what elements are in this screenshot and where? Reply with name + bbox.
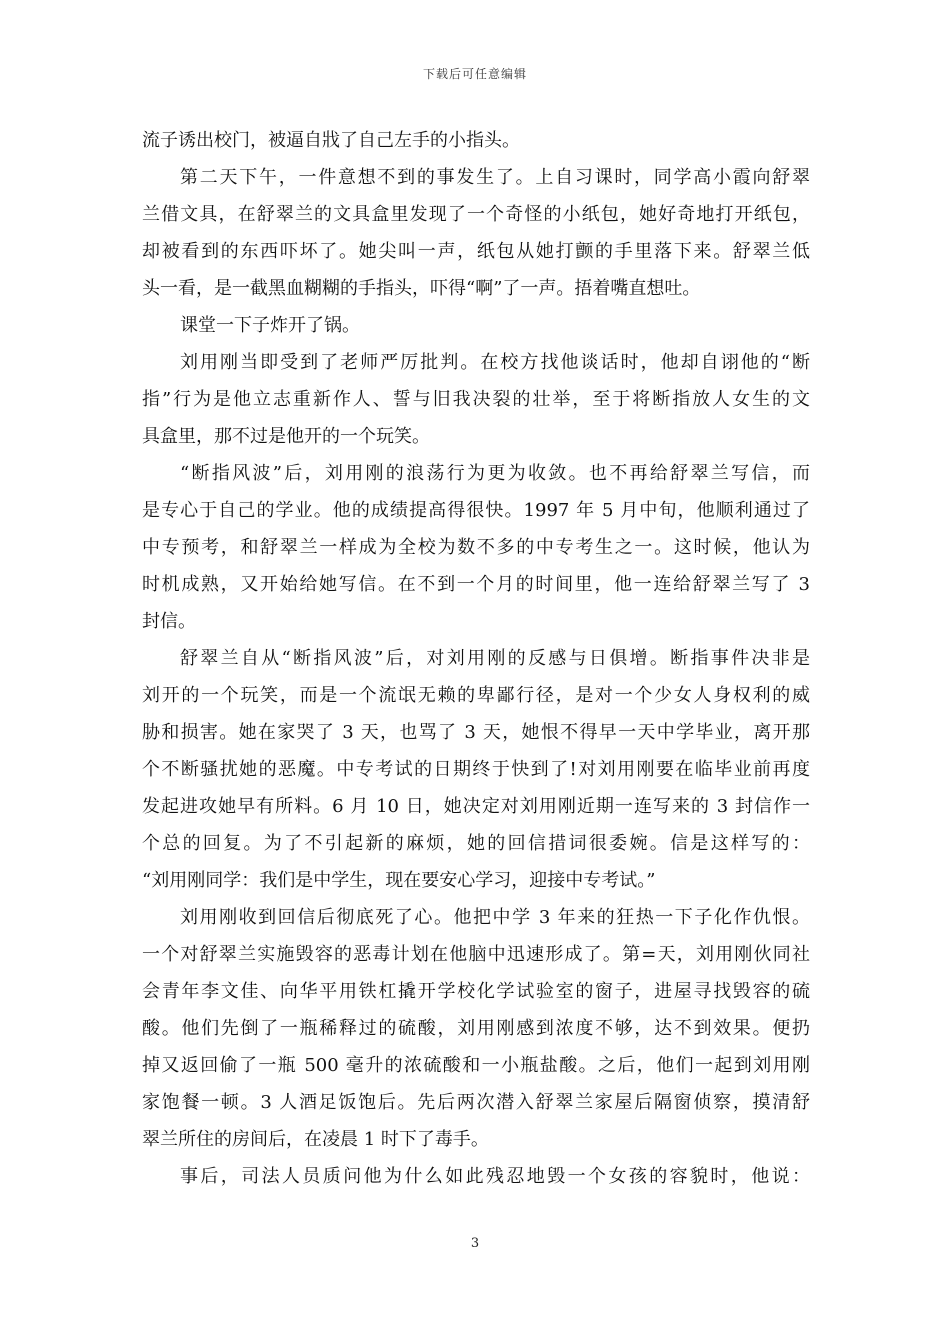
text-line: 事后，司法人员质问他为什么如此残忍地毁一个女孩的容貌时，他说： — [180, 1166, 810, 1187]
text-line: 流子诱出校门，被逼自戕了自己左手的小指头。 — [142, 130, 520, 151]
text-line: 第二天下午，一件意想不到的事发生了。上自习课时，同学高小霞向舒翠 — [180, 167, 810, 188]
document-body — [142, 122, 810, 1195]
text-line: 家饱餐一顿。3 人酒足饭饱后。先后两次潜入舒翠兰家屋后隔窗侦察，摸清舒 — [142, 1092, 810, 1113]
text-line: 会青年李文佳、向华平用铁杠撬开学校化学试验室的窗子，进屋寻找毁容的硫 — [142, 981, 810, 1002]
text-line: 中专预考，和舒翠兰一样成为全校为数不多的中专考生之一。这时候，他认为 — [142, 537, 810, 558]
text-line: 个总的回复。为了不引起新的麻烦，她的回信措词很委婉。信是这样写的： — [142, 833, 810, 854]
text-line: 兰借文具，在舒翠兰的文具盒里发现了一个奇怪的小纸包，她好奇地打开纸包， — [142, 204, 810, 225]
text-line: 发起进攻她早有所料。6 月 10 日，她决定对刘用刚近期一连写来的 3 封信作一 — [142, 796, 810, 817]
text-line: 个不断骚扰她的恶魔。中专考试的日期终于快到了!对刘用刚要在临毕业前再度 — [142, 759, 810, 780]
text-line: 却被看到的东西吓坏了。她尖叫一声，纸包从她打颤的手里落下来。舒翠兰低 — [142, 241, 810, 262]
text-line: 头一看，是一截黑血糊糊的手指头，吓得“啊”了一声。捂着嘴直想吐。 — [142, 278, 701, 299]
text-line: 胁和损害。她在家哭了 3 天，也骂了 3 天，她恨不得早一天中学毕业，离开那 — [142, 722, 810, 743]
text-line: 刘用刚当即受到了老师严厉批判。在校方找他谈话时，他却自诩他的“断 — [180, 352, 810, 373]
text-line: 掉又返回偷了一瓶 500 毫升的浓硫酸和一小瓶盐酸。之后，他们一起到刘用刚 — [142, 1055, 810, 1076]
text-line: 酸。他们先倒了一瓶稀释过的硫酸，刘用刚感到浓度不够，达不到效果。便扔 — [142, 1018, 810, 1039]
text-line: 时机成熟，又开始给她写信。在不到一个月的时间里，他一连给舒翠兰写了 3 — [142, 574, 810, 595]
page-number: 3 — [470, 1236, 480, 1251]
page-header: 下载后可任意编辑 — [422, 67, 527, 81]
text-line: 一个对舒翠兰实施毁容的恶毒计划在他脑中迅速形成了。第=天，刘用刚伙同社 — [142, 944, 810, 965]
text-line: 封信。 — [142, 611, 196, 632]
text-line: 翠兰所住的房间后，在凌晨 1 时下了毒手。 — [142, 1129, 489, 1150]
text-line: 舒翠兰自从“断指风波”后，对刘用刚的反感与日俱增。断指事件决非是 — [180, 648, 810, 669]
text-line: 课堂一下子炸开了锅。 — [180, 315, 360, 336]
text-line: “刘用刚同学：我们是中学生，现在要安心学习，迎接中专考试。” — [142, 870, 656, 891]
text-line: 具盒里，那不过是他开的一个玩笑。 — [142, 426, 430, 447]
text-line: 指”行为是他立志重新作人、誓与旧我决裂的壮举，至于将断指放人女生的文 — [142, 389, 810, 410]
text-line: 是专心于自己的学业。他的成绩提高得很快。1997 年 5 月中旬，他顺利通过了 — [142, 500, 810, 521]
text-line: “断指风波”后，刘用刚的浪荡行为更为收敛。也不再给舒翠兰写信，而 — [180, 463, 810, 484]
text-line: 刘用刚收到回信后彻底死了心。他把中学 3 年来的狂热一下子化作仇恨。 — [180, 907, 810, 928]
text-line: 刘开的一个玩笑，而是一个流氓无赖的卑鄙行径，是对一个少女人身权利的威 — [142, 685, 810, 706]
